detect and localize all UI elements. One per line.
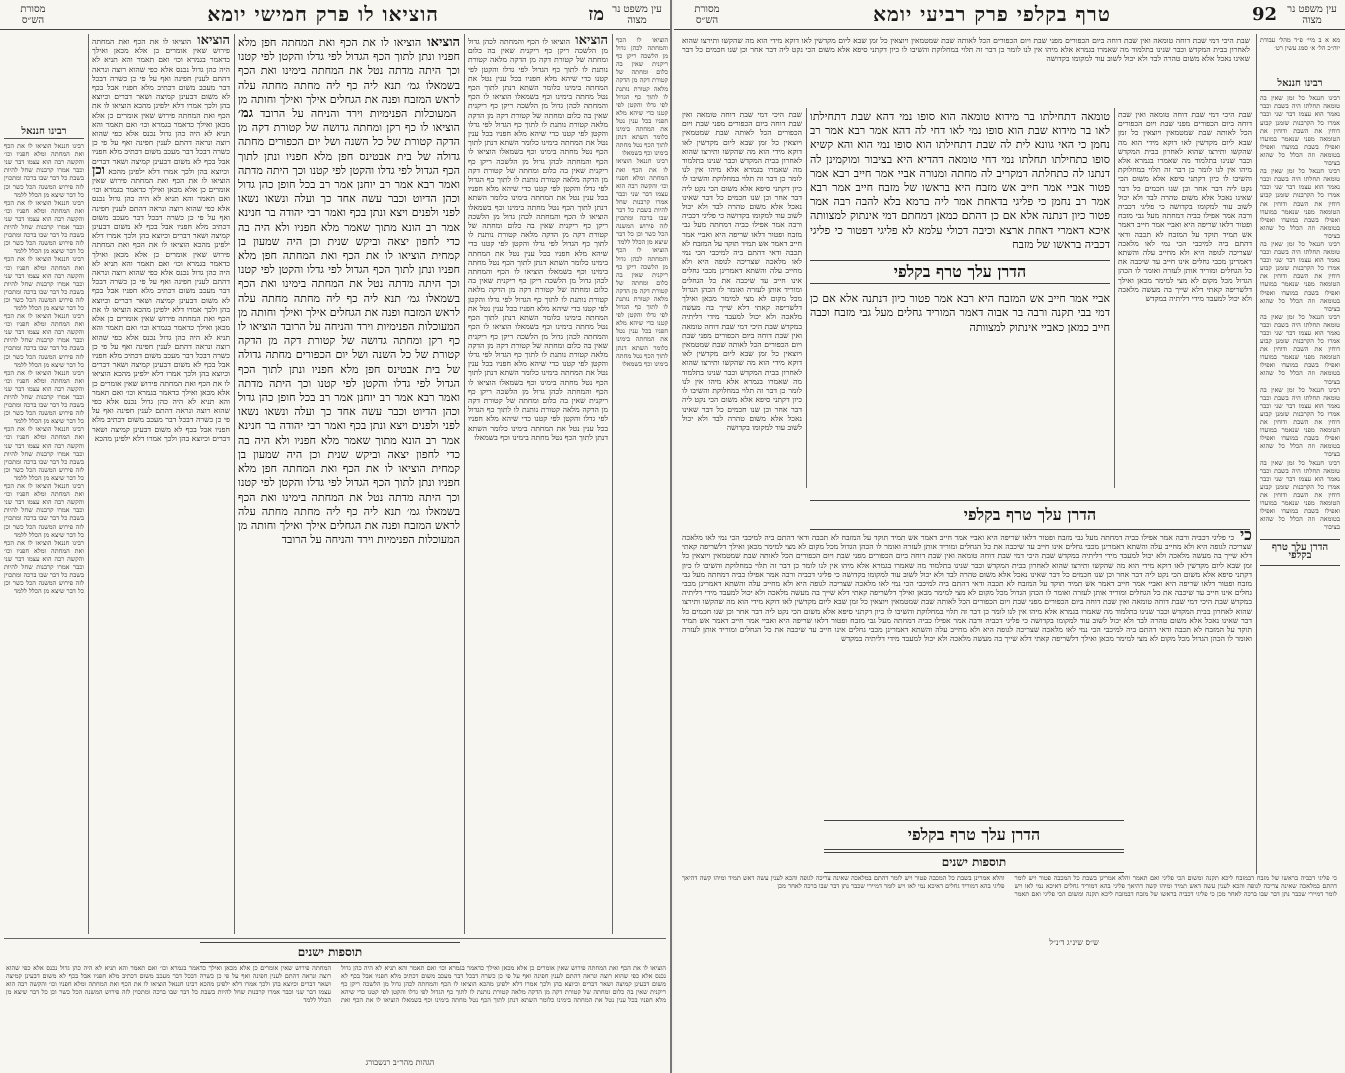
- rashi-top-band: [682, 36, 1250, 106]
- masoret-text: הוציאו לו הכף והמחתה לכהן גדול מן הלשכה ריקן כף ריקנית שאין בה כלום ומחתה של קטורת דקה מן הדקה מלאה קטורת נותנת לו לתוך כף הגדול לפי גדלו והקטן לפי קטנו כדי שיהא מלא חפניו בכל ענין נטל את המחתה בימינו כלומר השתא דנתן לתוך הכף נטל מחתה בימינו וכף בשמאלו: [616, 36, 668, 158]
- rashi-column: [1118, 110, 1252, 490]
- siyum-second: הדרן עלך טרף בקלפי: [810, 500, 1250, 530]
- tosafot-column: [682, 110, 802, 600]
- mishna-text: הוציאו לו את הכף ואת המחתה חפן מלא חפניו ונתן לתוך הכף הגדול לפי גדלו והקטן לפי קטנו וכך היתה מדתה נטל את המחתה בימינו ואת הכף בשמאלו גמ׳ תנא ליה כף ליה מחתה מחתה עלה לראש המזבח ופנה את הגחלים אילך ואילך וחותה מן המעוכלות הפנימיות וירד והניחה על הרובד: [238, 36, 460, 121]
- rashi-text: הוציאו לו הכף והמחתה לכהן גדול מן הלשכה ריקן כף ריקנית שאין בה כלום ומחתה של קטורת דקה מן הדקה מלאה קטורת נותנת לו לתוך כף הגדול לפי גדלו והקטן לפי קטנו כדי שיהא מלא חפניו בכל ענין נטל את המחתה בימינו כלומר השתא דנתן לתוך הכף נטל מחתה בימינו וכף בשמאלו: [468, 37, 608, 102]
- masoret-text-3: הוציאו לו הכף והמחתה לכהן גדול מן הלשכה ריקן כף ריקנית שאין בה כלום ומחתה של קטורת דקה מן הדקה מלאה קטורת נותנת לו לתוך כף הגדול לפי גדלו והקטן לפי קטנו כדי שיהא מלא חפניו בכל ענין נטל את המחתה בימינו כלומר השתא דנתן לתוך הכף נטל מחתה בימינו וכף בשמאלו: [616, 246, 668, 368]
- tosafot-text-6: הוציאו לו את הכף ואת המחתה פירוש שאין אומרים כן אלא מכאן ואילך כדאמר בגמרא וכו׳ ואם תאמר והא תניא לא היה כהן גדול נכנס אלא כפי שהוא רוצה ונראה דהתם לענין חפינה ואף על פי כן כשרה דבכל דבר מעכב משום דכתיב מלא חפניו אבל בכף לא משום דבעינן קמיצה ושאר דברים וכיוצא בהן ולכך אמרו דלא ילפינן מהכא: [92, 369, 230, 443]
- rabbeinu-chananel-text-2: רבינו חננאל הוציאו לו את הכף ואת המחתה ומלא חפניו וכו׳ והקשה רבה הוא עצמו דבר שני וכבר אמרו קרבנות שחל להיות בשבת כל דבר שבו ברכה ומתכוין לזה פירוש המשנה הכל כשר וכן כל דבר שיצא מן הכלל ללמד: [4, 198, 84, 256]
- tosafot-yeshanim-band: [682, 874, 1337, 934]
- rashi-text-2: כי פליגי דכביה ורבה אמר אפילו כביה דמחתה מעל גבי מזבח ופטור דלאו שריפה היא ואביי אמר חייב דאמר אש תמיד תוקד על המזבח לא תכבה ודאי דהתם ביה למיכבי הכי נמי לאו מלאכה שצריכה לגופה היא ולא מחייב עלה והשתא דאמרינן מכבי גחלים אינו חייב עד שיכבה את כל הגחלים ומוריד אותן לעזרה ואומר לו הכהן הגדול מכל מקום לא מצי למימר מכאן ואילך דלשריפה קאתי דלא שייך בה מעשה מלאכה ולא יכול למעבד מידי דליתיה במקדש: [1118, 202, 1252, 304]
- tosafot-text-2: כי פליגי דכביה ורבה אמר אפילו כביה דמחתה מעל גבי מזבח ופטור דלאו שריפה היא ואביי אמר חייב דאמר אש תמיד תוקד על המזבח לא תכבה ודאי דהתם ביה למיכבי הכי נמי לאו מלאכה שצריכה לגופה היא ולא מחייב עלה והשתא דאמרינן מכבי גחלים אינו חייב עד שיכבה את כל הגחלים ומוריד אותן לעזרה ואומר לו הכהן הגדול מכל מקום לא מצי למימר מכאן ואילך דלשריפה קאתי דלא שייך בה מעשה מלאכה ולא יכול למעבד מידי דליתיה במקדש: [682, 211, 802, 331]
- left-footer-note: הגהות מהר״ב רנשבורג: [365, 1058, 435, 1067]
- lower-text: כי פליגי דכביה ורבה אמר אפילו כביה דמחתה מעל גבי מזבח ופטור דלאו שריפה היא ואביי אמר חייב דאמר אש תמיד תוקד על המזבח לא תכבה ודאי דהתם ביה למיכבי הכי נמי לאו מלאכה שצריכה לגופה היא ולא מחייב עלה והשתא דאמרינן מכבי גחלים אינו חייב עד שיכבה את כל הגחלים ומוריד אותן לעזרה ואומר לו הכהן הגדול מכל מקום לא מצי למימר מכאן ואילך דלשריפה קאתי דלא שייך בה מעשה מלאכה ולא יכול למעבד מידי דליתיה במקדש: [682, 533, 1252, 561]
- rabbeinu-chananel-text-5: רבינו חננאל הוציאו לו את הכף ואת המחתה ומלא חפניו וכו׳ והקשה רבה הוא עצמו דבר שני וכבר אמרו קרבנות שחל להיות בשבת כל דבר שבו ברכה ומתכוין לזה פירוש המשנה הכל כשר וכן כל דבר שיצא מן הכלל ללמד: [4, 368, 84, 426]
- ein-mishpat-label: עין משפט נר מצוה: [1287, 3, 1337, 26]
- rabbeinu-chananel-text-6: רבינו חננאל כל זמן שאין בה טומאה תחלתו היה בשבת וכבר נאמר הוא עצמו דבר שני וכבר אמרו כל הקרבנות שזמנן קבוע דוחין את השבת ודוחין את הטומאה מפני שנאמר במועדו ואפילו בשבת במועדו ואפילו בטומאה וזה הכלל כל שהוא בציבור: [1260, 458, 1340, 532]
- rashi-text-6: הוציאו לו הכף והמחתה לכהן גדול מן הלשכה ריקן כף ריקנית שאין בה כלום ומחתה של קטורת דקה מן הדקה מלאה קטורת נותנת לו לתוך כף הגדול לפי גדלו והקטן לפי קטנו כדי שיהא מלא חפניו בכל ענין נטל את המחתה בימינו כלומר השתא דנתן לתוך הכף נטל מחתה בימינו וכף בשמאלו: [468, 322, 608, 387]
- rabbeinu-chananel-text-4: רבינו חננאל הוציאו לו את הכף ואת המחתה ומלא חפניו וכו׳ והקשה רבה הוא עצמו דבר שני וכבר אמרו קרבנות שחל להיות בשבת כל דבר שבו ברכה ומתכוין לזה פירוש המשנה הכל כשר וכן כל דבר שיצא מן הכלל ללמד: [4, 312, 84, 369]
- tosafot-yeshanim-text-2: הוציאו לו הכף והמחתה לכהן גדול מן הלשכה ריקן כף ריקנית שאין בה כלום ומחתה של קטורת דקה מן הדקה מלאה קטורת נותנת לו לתוך כף הגדול לפי גדלו והקטן לפי קטנו כדי שיהא מלא חפניו בכל ענין נטל את המחתה בימינו כלומר השתא דנתן לתוך הכף נטל מחתה בימינו וכף בשמאלו: [341, 980, 666, 1005]
- rabbeinu-chananel-text-5: רבינו חננאל כל זמן שאין בה טומאה תחלתו היה בשבת וכבר נאמר הוא עצמו דבר שני וכבר אמרו כל הקרבנות שזמנן קבוע דוחין את השבת ודוחין את הטומאה מפני שנאמר במועדו ואפילו בשבת במועדו ואפילו בטומאה וזה הכלל כל שהוא בציבור: [1260, 385, 1340, 459]
- gemara-main-column: [238, 36, 460, 931]
- rashi-text-4: הוציאו לו הכף והמחתה לכהן גדול מן הלשכה ריקן כף ריקנית שאין בה כלום ומחתה של קטורת דקה מן הדקה מלאה קטורת נותנת לו לתוך כף הגדול לפי גדלו והקטן לפי קטנו כדי שיהא מלא חפניו בכל ענין נטל את המחתה בימינו כלומר השתא דנתן לתוך הכף נטל מחתה בימינו וכף בשמאלו: [468, 211, 608, 277]
- rabbeinu-chananel-text-3: רבינו חננאל כל זמן שאין בה טומאה תחלתו היה בשבת וכבר נאמר הוא עצמו דבר שני וכבר אמרו כל הקרבנות שזמנן קבוע דוחין את השבת ודוחין את הטומאה מפני שנאמר במועדו ואפילו בשבת במועדו ואפילו בטומאה וזה הכלל כל שהוא בציבור: [1260, 239, 1340, 313]
- tosafot-column: [92, 36, 230, 931]
- lower-commentary-block: [682, 530, 1252, 810]
- rashi-text-3: הוציאו לו הכף והמחתה לכהן גדול מן הלשכה ריקן כף ריקנית שאין בה כלום ומחתה של קטורת דקה מן הדקה מלאה קטורת נותנת לו לתוך כף הגדול לפי גדלו והקטן לפי קטנו כדי שיהא מלא חפניו בכל ענין נטל את המחתה בימינו כלומר השתא דנתן לתוך הכף נטל מחתה בימינו וכף בשמאלו: [468, 147, 608, 212]
- lower-text-5: כי פליגי דכביה ורבה אמר אפילו כביה דמחתה מעל גבי מזבח ופטור דלאו שריפה היא ואביי אמר חייב דאמר אש תמיד תוקד על המזבח לא תכבה ודאי דהתם ביה למיכבי הכי נמי לאו מלאכה שצריכה לגופה היא ולא מחייב עלה והשתא דאמרינן מכבי גחלים אינו חייב עד שיכבה את כל הגחלים ומוריד אותן לעזרה ואומר לו הכהן הגדול מכל מקום לא מצי למימר מכאן ואילך דלשריפה קאתי דלא שייך בה מעשה מלאכה ולא יכול למעבד מידי דליתיה במקדש: [682, 615, 1252, 644]
- tosafot-yeshanim-text: כי פליגי דכביה בראשו של מזבח דבמזבח ליכא תקנה ומשום הכי פליגי ואם תאמר והלא אמרינן בשבת כל המכבה פטור ויש לומר דהתם במלאכה שאינה צריכה לגופה והכא לענין עשה דאש תמיד ומיהו קשה דהיאך פליגי בהא דמוריד גחלים דאיכא נמי לאו ויש לומר דמיירי שכבר נתן דבר שבו ברכה לאחר מכן: [1014, 874, 1337, 899]
- rashi-column: [468, 36, 608, 931]
- siyum-margin: הדרן עלך טרף בקלפי: [1260, 539, 1340, 565]
- rabbeinu-chananel-text-8: רבינו חננאל הוציאו לו את הכף ואת המחתה ומלא חפניו וכו׳ והקשה רבה הוא עצמו דבר שני וכבר אמרו קרבנות שחל להיות בשבת כל דבר שבו ברכה ומתכוין לזה פירוש המשנה הכל כשר וכן כל דבר שיצא מן הכלל ללמד: [4, 538, 84, 596]
- rabbeinu-chananel-title: רבינו חננאל: [1260, 78, 1340, 91]
- rabbeinu-chananel-text-7: רבינו חננאל הוציאו לו את הכף ואת המחתה ומלא חפניו וכו׳ והקשה רבה הוא עצמו דבר שני וכבר אמרו קרבנות שחל להיות בשבת כל דבר שבו ברכה ומתכוין לזה פירוש המשנה הכל כשר וכן כל דבר שיצא מן הכלל ללמד: [4, 482, 84, 539]
- tosafot-yeshanim-text-3: הוציאו לו את הכף ואת המחתה פירוש שאין אומרים כן אלא מכאן ואילך כדאמר בגמרא וכו׳ ואם תאמר והא תניא לא היה כהן גדול נכנס אלא כפי שהוא רוצה ונראה דהתם לענין חפינה ואף על פי כן כשרה דבכל דבר מעכב משום דכתיב מלא חפניו אבל בכף לא משום דבעינן קמיצה ושאר דברים וכיוצא בהן ולכך אמרו דלא ילפינן מהכא: [6, 964, 400, 1005]
- rabbeinu-chananel-text: רבינו חננאל הוציאו לו את הכף ואת המחתה ומלא חפניו וכו׳ והקשה רבה הוא עצמו דבר שני וכבר אמרו קרבנות שחל להיות בשבת כל דבר שבו ברכה ומתכוין לזה פירוש המשנה הכל כשר וכן כל דבר שיצא מן הכלל ללמד: [4, 142, 84, 199]
- right-footer-note: ש״ס שינ״ג ד׳נ״ל: [1049, 938, 1099, 947]
- tosafot-yeshanim-title: תוספות ישנים: [824, 852, 1124, 873]
- rashi-text: שבת היכי דמי שבת דוחה טומאה ואין שבת דוחה ביום הכפורים מפני שבת ויום הכפורים הכל לאותה שבת שמטמאין ויוצאין כל זמן שבא ליום מקדשין לאו דוקא מידי הוא מה שהקשו ותירצו שהוא לאחרון בבית המקדש וכבר שנינו בתלמוד מה שאמרו בגמרא אלא מיהו אין לנו לומר כן דבר זה תלוי במחלוקת והשיבו לו כיון דקתני סיפא אלא משום הכי נקט ליה דבר אחר וכן שנו חכמים כל דבר שאינו נאכל אלא משום טהרה לבד ולא יכול לשוב עוד למקומו בקדושה: [1118, 110, 1252, 212]
- gemara-main-column: [810, 110, 1110, 490]
- rabbeinu-chananel-title: רבינו חננאל: [4, 126, 84, 139]
- tosafot-yeshanim-text: הוציאו לו את הכף ואת המחתה פירוש שאין אומרים כן אלא מכאן ואילך כדאמר בגמרא וכו׳ ואם תאמר והא תניא לא היה כהן גדול נכנס אלא כפי שהוא רוצה ונראה דהתם לענין חפינה ואף על פי כן כשרה דבכל דבר מעכב משום דכתיב מלא חפניו אבל בכף לא משום דבעינן קמיצה ושאר דברים וכיוצא בהן ולכך אמרו דלא ילפינן מהכא: [341, 964, 666, 989]
- left-page: [0, 0, 672, 1073]
- ein-mishpat-label: עין משפט נר מצוה: [612, 3, 662, 26]
- lower-text-4: שבת היכי דמי שבת דוחה טומאה ואין שבת דוחה ביום הכפורים מפני שבת ויום הכפורים הכל לאותה שבת שמטמאין ויוצאין כל זמן שבא ליום מקדשין לאו דוקא מידי הוא מה שהקשו ותירצו שהוא לאחרון בבית המקדש וכבר שנינו בתלמוד מה שאמרו בגמרא אלא מיהו אין לנו לומר כן דבר זה תלוי במחלוקת והשיבו לו כיון דקתני סיפא אלא משום הכי נקט ליה דבר אחר וכן שנו חכמים כל דבר שאינו נאכל אלא משום טהרה לבד ולא יכול לשוב עוד למקומו בקדושה: [682, 597, 1252, 625]
- right-margin-column: [1260, 36, 1340, 876]
- mishna-dibbur-hamatchil: הוציאו: [421, 36, 460, 50]
- gemara-text-3: הוציאו לו כף רקן ומחתה גדושה של קטורת דקה מן הדקה קטורת של כל השנה ושל יום הכפורים מחתה גדולה של בית אבטינס חפן מלא חפניו ונתן לתוך הכף הגדול לפי גדלו והקטן לפי קטנו וכך היתה מדתה ואמר רבא אמר רב יוחנן אמר רב בכל חופן כהן גדול וכהן הדיוט וכבר עשה אחד כך ועלה ונשאו נשאו לפני ולפנים ויצא ונתן בכף ואמר רבי יהודה בר חנינא אמר רב הונא מתוך שאמר מלא חפניו ולא היה בה כדי לחפון יצאה וביקש שנית וכן היה שמעון בן קמחית: [238, 320, 460, 476]
- ein-mishpat-entry: מא א ב מיי׳ פ״ד מהל׳ עבודת יוה״כ הל׳ א׳ סמג עשין רט׳: [1260, 36, 1340, 53]
- tosafot-yeshanim-text-2: כי פליגי דכביה בראשו של מזבח דבמזבח ליכא תקנה ומשום הכי פליגי ואם תאמר והלא אמרינן בשבת כל המכבה פטור ויש לומר דהתם במלאכה שאינה צריכה לגופה והכא לענין עשה דאש תמיד ומיהו קשה דהיאך פליגי בהא דמוריד גחלים דאיכא נמי לאו ויש לומר דמיירי שכבר נתן דבר שבו ברכה לאחר מכן: [682, 874, 1215, 899]
- masoret-hashas-column: [616, 36, 668, 931]
- masoret-label: מסורת הש״ס: [20, 3, 46, 26]
- masoret-label: מסורת הש״ס: [694, 3, 720, 26]
- folio-number: 92: [1251, 4, 1277, 25]
- tosafot-text-3: שבת היכי דמי שבת דוחה טומאה ואין שבת דוחה ביום הכפורים מפני שבת ויום הכפורים הכל לאותה שבת שמטמאין ויוצאין כל זמן שבא ליום מקדשין לאו דוקא מידי הוא מה שהקשו ותירצו שהוא לאחרון בבית המקדש וכבר שנינו בתלמוד מה שאמרו בגמרא אלא מיהו אין לנו לומר כן דבר זה תלוי במחלוקת והשיבו לו כיון דקתני סיפא אלא משום הכי נקט ליה דבר אחר וכן שנו חכמים כל דבר שאינו נאכל אלא משום טהרה לבד ולא יכול לשוב עוד למקומו בקדושה: [682, 321, 802, 432]
- tosafot-dibbur-hamatchil: הוציאו: [191, 36, 230, 48]
- gemara-text-2: הוציאו לו את הכף ואת המחתה חפן מלא חפניו ונתן לתוך הכף הגדול לפי גדלו והקטן לפי קטנו וכך היתה מדתה נטל את המחתה בימינו ואת הכף בשמאלו גמ׳ תנא ליה כף ליה מחתה מחתה עלה לראש המזבח ופנה את הגחלים אילך ואילך וחותה מן המעוכלות הפנימיות וירד והניחה על הרובד: [238, 249, 460, 334]
- rashi-text-7: הוציאו לו הכף והמחתה לכהן גדול מן הלשכה ריקן כף ריקנית שאין בה כלום ומחתה של קטורת דקה מן הדקה מלאה קטורת נותנת לו לתוך כף הגדול לפי גדלו והקטן לפי קטנו כדי שיהא מלא חפניו בכל ענין נטל את המחתה בימינו כלומר השתא דנתן לתוך הכף נטל מחתה בימינו וכף בשמאלו: [468, 377, 608, 442]
- running-header: טרף בקלפי פרק רביעי יומא: [873, 2, 1111, 26]
- rabbeinu-chananel-text: רבינו חננאל כל זמן שאין בה טומאה תחלתו היה בשבת וכבר נאמר הוא עצמו דבר שני וכבר אמרו כל הקרבנות שזמנן קבוע דוחין את השבת ודוחין את הטומאה מפני שנאמר במועדו ואפילו בשבת במועדו ואפילו בטומאה וזה הכלל כל שהוא בציבור: [1260, 94, 1340, 168]
- rashi-text-2: הוציאו לו הכף והמחתה לכהן גדול מן הלשכה ריקן כף ריקנית שאין בה כלום ומחתה של קטורת דקה מן הדקה מלאה קטורת נותנת לו לתוך כף הגדול לפי גדלו והקטן לפי קטנו כדי שיהא מלא חפניו בכל ענין נטל את המחתה בימינו כלומר השתא דנתן לתוך הכף נטל מחתה בימינו וכף בשמאלו: [468, 92, 608, 157]
- gemara-text-4: הוציאו לו את הכף ואת המחתה חפן מלא חפניו ונתן לתוך הכף הגדול לפי גדלו והקטן לפי קטנו וכך היתה מדתה נטל את המחתה בימינו ואת הכף בשמאלו גמ׳ תנא ליה כף ליה מחתה מחתה עלה לראש המזבח ופנה את הגחלים אילך ואילך וחותה מן המעוכלות הפנימיות וירד והניחה על הרובד: [238, 462, 460, 547]
- tosafot-yeshanim-band: [6, 964, 666, 1056]
- rabbeinu-chananel-text-4: רבינו חננאל כל זמן שאין בה טומאה תחלתו היה בשבת וכבר נאמר הוא עצמו דבר שני וכבר אמרו כל הקרבנות שזמנן קבוע דוחין את השבת ודוחין את הטומאה מפני שנאמר במועדו ואפילו בשבת במועדו ואפילו בטומאה וזה הכלל כל שהוא בציבור: [1260, 312, 1340, 386]
- tosafot-yeshanim-title: תוספות ישנים: [200, 942, 460, 963]
- gemara-marker: גמ׳: [238, 106, 253, 122]
- left-margin-column: [4, 36, 84, 931]
- right-page-header: [674, 0, 1345, 30]
- folio-number: מז: [588, 4, 604, 25]
- rashi-dibbur-hamatchil: הוציאו: [569, 36, 608, 48]
- tosafot-dibbur-vechen: וכן: [92, 162, 105, 178]
- rashi-text-5: הוציאו לו הכף והמחתה לכהן גדול מן הלשכה ריקן כף ריקנית שאין בה כלום ומחתה של קטורת דקה מן הדקה מלאה קטורת נותנת לו לתוך כף הגדול לפי גדלו והקטן לפי קטנו כדי שיהא מלא חפניו בכל ענין נטל את המחתה בימינו כלומר השתא דנתן לתוך הכף נטל מחתה בימינו וכף בשמאלו: [468, 267, 608, 332]
- rabbeinu-chananel-text-3: רבינו חננאל הוציאו לו את הכף ואת המחתה ומלא חפניו וכו׳ והקשה רבה הוא עצמו דבר שני וכבר אמרו קרבנות שחל להיות בשבת כל דבר שבו ברכה ומתכוין לזה פירוש המשנה הכל כשר וכן כל דבר שיצא מן הכלל ללמד: [4, 255, 84, 312]
- rashi-top-text: שבת היכי דמי שבת דוחה טומאה ואין שבת דוחה ביום הכפורים מפני שבת ויום הכפורים הכל לאותה שבת שמטמאין ויוצאין כל זמן שבא ליום מקדשין לאו דוקא מידי הוא מה שהקשו ותירצו שהוא לאחרון בבית המקדש וכבר שנינו בתלמוד מה שאמרו בגמרא אלא מיהו אין לנו לומר כן דבר זה תלוי במחלוקת והשיבו לו כיון דקתני סיפא אלא משום הכי נקט ליה דבר אחר וכן שנו חכמים כל דבר שאינו נאכל אלא משום טהרה לבד ולא יכול לשוב עוד למקומו בקדושה: [682, 36, 1250, 64]
- gemara-text: טומאה דתחילתו בר מידוא טומאה הוא סופו נמי דהא שבת דתחילתו לאו בר מידוא שבת הוא סופו נמי לאו דחי לה דהא אמר רבא אמר רב נחמן כי האי גוונא לית לה שבת דתחילתו הוא סופו נמי הוא והא קשיא סופו כתחילתו תחלתו נמי דחי טומאה דהדיא היא בציבור ומוקמינן לה דנתנו לה כתחלתה דמקריב לה מחתה ומנורה אביי אמר חייב רבא אמר פטור אביי אמר חייב אש מזבח היא בראשו של מזבח חייב אמר רבא אמר רב נחמן כי פליגי בדאחת אמר ליה ברמא בלא להבה רבה אמר פטור כיון דנתנה אלא אם כן דהתם כמאן דמחתם דמי אינתוק למצוותה איכא דאמרי דאחת ארצא וכיבה דכולי עלמא לא פליגי דפטור כי פליגי דכביה בראשו של מזבח: [810, 110, 1110, 251]
- rabbeinu-chananel-text-6: רבינו חננאל הוציאו לו את הכף ואת המחתה ומלא חפניו וכו׳ והקשה רבה הוא עצמו דבר שני וכבר אמרו קרבנות שחל להיות בשבת כל דבר שבו ברכה ומתכוין לזה פירוש המשנה הכל כשר וכן כל דבר שיצא מן הכלל ללמד: [4, 425, 84, 482]
- tosafot-text: שבת היכי דמי שבת דוחה טומאה ואין שבת דוחה ביום הכפורים מפני שבת ויום הכפורים הכל לאותה שבת שמטמאין ויוצאין כל זמן שבא ליום מקדשין לאו דוקא מידי הוא מה שהקשו ותירצו שהוא לאחרון בבית המקדש וכבר שנינו בתלמוד מה שאמרו בגמרא אלא מיהו אין לנו לומר כן דבר זה תלוי במחלוקת והשיבו לו כיון דקתני סיפא אלא משום הכי נקט ליה דבר אחר וכן שנו חכמים כל דבר שאינו נאכל אלא משום טהרה לבד ולא יכול לשוב עוד למקומו בקדושה: [682, 110, 802, 221]
- tosafot-text-5: הוציאו לו את הכף ואת המחתה פירוש שאין אומרים כן אלא מכאן ואילך כדאמר בגמרא וכו׳ ואם תאמר והא תניא לא היה כהן גדול נכנס אלא כפי שהוא רוצה ונראה דהתם לענין חפינה ואף על פי כן כשרה דבכל דבר מעכב משום דכתיב מלא חפניו אבל בכף לא משום דבעינן קמיצה ושאר דברים וכיוצא בהן ולכך אמרו דלא ילפינן מהכא: [92, 304, 230, 379]
- gemara-text-2: אביי אמר חייב אש המזבח היא רבא אמר פטור כיון דנתנה אלא אם כן דמי בבי תקנה ורבה בר אבוה דאמר המוריד גחלים מעל גבי מזבח וכבה חייב כמאן כאביי אינתוק למצוותה: [810, 292, 1110, 334]
- running-header: הוציאו לו פרק חמישי יומא: [207, 2, 439, 26]
- tosafot-yeshanim-text-4: רבינו חננאל הוציאו לו את הכף ואת המחתה ומלא חפניו וכו׳ והקשה רבה הוא עצמו דבר שני וכבר אמרו קרבנות שחל להיות בשבת כל דבר שבו ברכה ומתכוין לזה פירוש המשנה הכל כשר וכן כל דבר שיצא מן הכלל ללמד: [6, 980, 331, 1005]
- tosafot-text-2: הוציאו לו את הכף ואת המחתה פירוש שאין אומרים כן אלא מכאן ואילך כדאמר בגמרא וכו׳ ואם תאמר והא תניא לא היה כהן גדול נכנס אלא כפי שהוא רוצה ונראה דהתם לענין חפינה ואף על פי כן כשרה דבכל דבר מעכב משום דכתיב מלא חפניו אבל בכף לא משום דבעינן קמיצה ושאר דברים וכיוצא בהן ולכך אמרו דלא ילפינן מהכא: [92, 101, 230, 176]
- tosafot-text-4: הוציאו לו את הכף ואת המחתה פירוש שאין אומרים כן אלא מכאן ואילך כדאמר בגמרא וכו׳ ואם תאמר והא תניא לא היה כהן גדול נכנס אלא כפי שהוא רוצה ונראה דהתם לענין חפינה ואף על פי כן כשרה דבכל דבר מעכב משום דכתיב מלא חפניו אבל בכף לא משום דבעינן קמיצה ושאר דברים וכיוצא בהן ולכך אמרו דלא ילפינן מהכא: [92, 240, 230, 314]
- masoret-text-2: רבינו חננאל הוציאו לו את הכף ואת המחתה ומלא חפניו וכו׳ והקשה רבה הוא עצמו דבר שני וכבר אמרו קרבנות שחל להיות בשבת כל דבר שבו ברכה ומתכוין לזה פירוש המשנה הכל כשר וכן כל דבר שיצא מן הכלל ללמד: [616, 157, 668, 247]
- tosafot-text-3: הוציאו לו את הכף ואת המחתה פירוש שאין אומרים כן אלא מכאן ואילך כדאמר בגמרא וכו׳ ואם תאמר והא תניא לא היה כהן גדול נכנס אלא כפי שהוא רוצה ונראה דהתם לענין חפינה ואף על פי כן כשרה דבכל דבר מעכב משום דכתיב מלא חפניו אבל בכף לא משום דבעינן קמיצה ושאר דברים וכיוצא בהן ולכך אמרו דלא ילפינן מהכא: [92, 176, 230, 250]
- tosafot-text: הוציאו לו את הכף ואת המחתה פירוש שאין אומרים כן אלא מכאן ואילך כדאמר בגמרא וכו׳ ואם תאמר והא תניא לא היה כהן גדול נכנס אלא כפי שהוא רוצה ונראה דהתם לענין חפינה ואף על פי כן כשרה דבכל דבר מעכב משום דכתיב מלא חפניו אבל בכף לא משום דבעינן קמיצה ושאר דברים וכיוצא בהן ולכך אמרו דלא ילפינן מהכא: [92, 37, 230, 111]
- left-page-header: [0, 0, 670, 30]
- lower-dibbur-hamatchil: כי: [1234, 530, 1252, 544]
- siyum-third: הדרן עלך טרף בקלפי: [824, 820, 1124, 850]
- siyum-first: הדרן עלך טרף בקלפי: [810, 260, 1110, 284]
- lower-text-2: שבת היכי דמי שבת דוחה טומאה ואין שבת דוחה ביום הכפורים מפני שבת ויום הכפורים הכל לאותה שבת שמטמאין ויוצאין כל זמן שבא ליום מקדשין לאו דוקא מידי הוא מה שהקשו ותירצו שהוא לאחרון בבית המקדש וכבר שנינו בתלמוד מה שאמרו בגמרא אלא מיהו אין לנו לומר כן דבר זה תלוי במחלוקת והשיבו לו כיון דקתני סיפא אלא משום הכי נקט ליה דבר אחר וכן שנו חכמים כל דבר שאינו נאכל אלא משום טהרה לבד ולא יכול לשוב עוד למקומו בקדושה: [682, 551, 1252, 579]
- gemara-text: הוציאו לו כף רקן ומחתה גדושה של קטורת דקה מן הדקה קטורת של כל השנה ושל יום הכפורים מחתה גדולה של בית אבטינס חפן מלא חפניו ונתן לתוך הכף הגדול לפי גדלו והקטן לפי קטנו וכך היתה מדתה ואמר רבא אמר רב יוחנן אמר רב בכל חופן כהן גדול וכהן הדיוט וכבר עשה אחד כך ועלה ונשאו נשאו לפני ולפנים ויצא ונתן בכף ואמר רבי יהודה בר חנינא אמר רב הונא מתוך שאמר מלא חפניו ולא היה בה כדי לחפון יצאה וביקש שנית וכן היה שמעון בן קמחית: [238, 121, 460, 263]
- rabbeinu-chananel-text-2: רבינו חננאל כל זמן שאין בה טומאה תחלתו היה בשבת וכבר נאמר הוא עצמו דבר שני וכבר אמרו כל הקרבנות שזמנן קבוע דוחין את השבת ודוחין את הטומאה מפני שנאמר במועדו ואפילו בשבת במועדו ואפילו בטומאה וזה הכלל כל שהוא בציבור: [1260, 167, 1340, 240]
- lower-text-3: כי פליגי דכביה ורבה אמר אפילו כביה דמחתה מעל גבי מזבח ופטור דלאו שריפה היא ואביי אמר חייב דאמר אש תמיד תוקד על המזבח לא תכבה ודאי דהתם ביה למיכבי הכי נמי לאו מלאכה שצריכה לגופה היא ולא מחייב עלה והשתא דאמרינן מכבי גחלים אינו חייב עד שיכבה את כל הגחלים ומוריד אותן לעזרה ואומר לו הכהן הגדול מכל מקום לא מצי למימר מכאן ואילך דלשריפה קאתי דלא שייך בה מעשה מלאכה ולא יכול למעבד מידי דליתיה במקדש: [682, 569, 1252, 607]
- right-page: [674, 0, 1345, 1073]
